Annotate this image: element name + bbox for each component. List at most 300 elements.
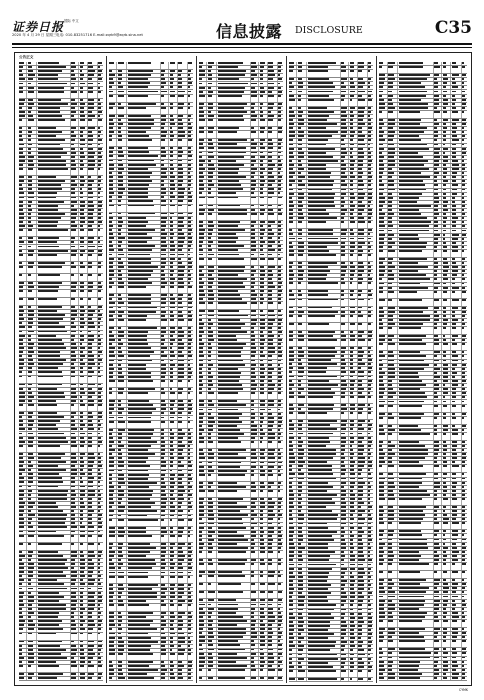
table-cell — [79, 144, 87, 147]
table-cell — [27, 608, 37, 611]
cell-text — [268, 302, 272, 304]
table-cell — [98, 119, 103, 126]
cell-text — [161, 294, 167, 296]
cell-text — [161, 131, 167, 133]
table-cell — [127, 571, 161, 574]
table-cell — [178, 474, 188, 477]
cell-text — [98, 91, 101, 93]
cell-text — [118, 319, 125, 321]
cell-text — [188, 543, 191, 545]
cell-text — [161, 506, 166, 508]
cell-text — [118, 555, 123, 557]
table-cell — [27, 103, 37, 106]
cell-text — [128, 547, 156, 549]
table-cell — [79, 290, 87, 297]
cell-text — [88, 310, 95, 312]
table-cell — [79, 229, 87, 236]
table-cell — [88, 486, 98, 489]
table-cell — [199, 278, 207, 281]
cell-text — [28, 254, 33, 256]
table-cell — [79, 66, 87, 69]
cell-text — [80, 355, 86, 357]
cell-text — [278, 74, 280, 76]
cell-text — [188, 184, 191, 186]
cell-text — [208, 258, 212, 260]
cell-text — [128, 441, 157, 443]
cell-text — [170, 494, 174, 496]
cell-text — [88, 156, 94, 158]
cell-text — [19, 522, 23, 524]
cell-text — [38, 99, 62, 101]
table-cell — [161, 641, 169, 644]
table-cell — [251, 197, 259, 204]
cell-text — [161, 192, 165, 194]
table-cell — [188, 155, 193, 158]
table-cell — [27, 310, 37, 313]
cell-text — [19, 608, 21, 610]
table-cell — [217, 253, 251, 256]
table-cell — [37, 392, 71, 395]
table-cell — [188, 449, 193, 452]
table-cell — [27, 579, 37, 582]
cell-text — [38, 290, 59, 292]
table-cell — [71, 148, 79, 151]
table-cell — [117, 478, 127, 481]
cell-text — [109, 408, 114, 410]
cell-text — [38, 494, 67, 496]
cell-text — [88, 70, 95, 72]
table-cell — [79, 633, 87, 640]
masthead-rule-thick — [12, 43, 472, 45]
table-cell — [117, 441, 127, 444]
table-cell — [188, 196, 193, 199]
cell-text — [128, 392, 149, 394]
cell-text — [38, 628, 63, 630]
cell-text — [170, 372, 173, 374]
cell-text — [178, 155, 182, 157]
table-cell — [79, 335, 87, 338]
cell-text — [161, 335, 163, 337]
table-cell — [71, 441, 79, 444]
cell-text — [38, 282, 62, 284]
cell-text — [128, 180, 152, 182]
table-cell — [217, 274, 251, 277]
table-cell — [37, 592, 71, 595]
table-cell — [207, 245, 217, 248]
cell-text — [80, 192, 83, 194]
table-cell — [161, 555, 169, 558]
table-cell — [178, 241, 188, 244]
table-cell — [278, 147, 283, 150]
table-cell — [268, 197, 278, 204]
cell-text — [251, 254, 254, 256]
table-cell — [37, 473, 71, 476]
table-cell — [109, 131, 117, 134]
cell-text — [161, 270, 164, 272]
table-cell — [199, 302, 207, 309]
cell-text — [118, 245, 121, 247]
cell-text — [268, 160, 271, 162]
table-row — [19, 633, 103, 641]
cell-text — [98, 246, 101, 248]
cell-text — [128, 567, 152, 569]
table-cell — [127, 139, 161, 146]
cell-text — [188, 392, 190, 394]
cell-text — [38, 250, 69, 252]
cell-text — [71, 445, 76, 447]
cell-text — [268, 111, 271, 113]
table-cell — [109, 559, 117, 562]
cell-text — [178, 584, 184, 586]
cell-text — [161, 600, 164, 602]
cell-text — [28, 620, 33, 622]
cell-text — [170, 266, 173, 268]
cell-text — [88, 347, 92, 349]
cell-text — [161, 274, 164, 276]
table-cell — [88, 490, 98, 493]
table-cell — [27, 612, 37, 615]
table-cell — [207, 286, 217, 289]
table-cell — [178, 543, 188, 546]
cell-text — [88, 543, 94, 545]
cell-text — [109, 360, 114, 362]
cell-text — [28, 266, 33, 268]
cell-text — [178, 478, 182, 480]
cell-text — [19, 506, 24, 508]
table-cell — [109, 302, 117, 305]
cell-text — [161, 327, 165, 329]
cell-text — [251, 270, 256, 272]
cell-text — [178, 498, 183, 500]
cell-text — [128, 576, 148, 578]
cell-text — [28, 392, 32, 394]
table-cell — [117, 628, 127, 631]
cell-text — [178, 131, 185, 133]
cell-text — [188, 465, 192, 467]
table-cell — [37, 111, 71, 114]
table-cell — [278, 282, 283, 285]
cell-text — [19, 661, 22, 663]
cell-text — [109, 368, 114, 370]
table-cell — [27, 416, 37, 419]
table-cell — [88, 563, 98, 566]
cell-text — [128, 91, 158, 93]
table-cell — [178, 506, 188, 509]
table-cell — [217, 294, 251, 297]
table-cell — [19, 282, 27, 285]
table-cell — [169, 628, 177, 631]
cell-text — [251, 278, 255, 280]
table-cell — [109, 331, 117, 334]
cell-text — [71, 156, 75, 158]
cell-text — [260, 115, 263, 117]
table-cell — [27, 653, 37, 656]
cell-text — [71, 620, 74, 622]
cell-text — [88, 400, 94, 402]
cell-text — [80, 266, 85, 268]
table-cell — [71, 74, 79, 77]
table-cell — [88, 424, 98, 427]
table-cell — [127, 388, 161, 391]
table-cell — [19, 400, 27, 403]
cell-text — [71, 522, 75, 524]
cell-text — [278, 107, 281, 109]
table-cell — [88, 355, 98, 358]
table-cell — [98, 139, 103, 142]
table-cell — [178, 245, 188, 248]
table-cell — [178, 270, 188, 273]
cell-text — [208, 270, 214, 272]
table-cell — [98, 111, 103, 114]
cell-text — [118, 421, 125, 423]
cell-text — [188, 123, 191, 125]
cell-text — [161, 653, 166, 655]
cell-text — [268, 221, 274, 223]
table-cell — [188, 343, 193, 346]
column-divider — [196, 56, 197, 683]
table-cell — [178, 274, 188, 277]
table-cell — [88, 139, 98, 142]
cell-text — [161, 123, 165, 125]
table-cell — [207, 62, 217, 65]
table-cell — [188, 180, 193, 183]
table-cell — [268, 213, 278, 220]
cell-text — [71, 653, 76, 655]
cell-text — [88, 596, 94, 598]
cell-text — [128, 490, 153, 492]
cell-text — [98, 310, 100, 312]
cell-text — [161, 151, 166, 153]
cell-text — [80, 282, 85, 284]
table-cell — [169, 624, 177, 627]
cell-text — [19, 156, 25, 158]
cell-text — [80, 490, 86, 492]
cell-text — [109, 155, 113, 157]
cell-text — [28, 649, 33, 651]
cell-text — [19, 392, 24, 394]
cell-text — [88, 184, 91, 186]
table-cell — [178, 135, 188, 138]
cell-text — [88, 376, 91, 378]
table-cell — [278, 87, 283, 90]
cell-text — [188, 319, 192, 321]
table-cell — [117, 449, 127, 452]
cell-text — [19, 567, 24, 569]
cell-text — [178, 453, 182, 455]
cell-text — [199, 127, 204, 129]
table-cell — [98, 620, 103, 623]
table-cell — [98, 107, 103, 110]
cell-text — [38, 70, 62, 72]
table-cell — [161, 474, 169, 477]
cell-text — [170, 628, 174, 630]
table-cell — [207, 87, 217, 90]
table-cell — [169, 298, 177, 301]
table-cell — [178, 559, 188, 562]
table-cell — [98, 99, 103, 102]
table-cell — [169, 400, 177, 403]
table-cell — [188, 620, 193, 623]
cell-text — [88, 633, 91, 635]
table-cell — [161, 429, 169, 432]
cell-text — [199, 111, 204, 113]
cell-text — [28, 531, 35, 533]
cell-text — [260, 282, 264, 284]
table-cell — [88, 624, 98, 627]
cell-text — [199, 176, 203, 178]
cell-text — [19, 66, 23, 68]
table-cell — [19, 604, 27, 607]
cell-text — [161, 245, 166, 247]
table-cell — [109, 457, 117, 460]
cell-text — [118, 339, 122, 341]
table-cell — [19, 645, 27, 648]
table-cell — [79, 310, 87, 313]
cell-text — [161, 221, 165, 223]
cell-text — [199, 70, 205, 72]
table-cell — [278, 172, 283, 175]
table-cell — [188, 135, 193, 138]
cell-text — [161, 661, 164, 663]
table-cell — [109, 669, 117, 672]
table-cell — [88, 571, 98, 574]
table-cell — [109, 584, 117, 587]
cell-text — [19, 91, 23, 93]
cell-text — [109, 315, 113, 317]
cell-text — [161, 200, 165, 202]
cell-text — [170, 147, 173, 149]
cell-text — [19, 78, 25, 80]
cell-text — [161, 127, 164, 129]
table-cell — [109, 449, 117, 452]
cell-text — [178, 123, 183, 125]
table-cell — [109, 294, 117, 297]
table-cell — [188, 221, 193, 224]
table-cell — [199, 270, 207, 273]
cell-text — [218, 107, 244, 109]
table-cell — [188, 441, 193, 444]
table-cell — [71, 461, 79, 464]
cell-text — [188, 400, 191, 402]
cell-text — [170, 217, 173, 219]
cell-text — [28, 416, 32, 418]
table-cell — [117, 649, 127, 652]
table-cell — [109, 421, 117, 428]
cell-text — [278, 245, 280, 247]
table-cell — [161, 649, 169, 652]
cell-text — [71, 74, 75, 76]
table-cell — [127, 237, 161, 240]
cell-text — [118, 604, 124, 606]
cell-text — [178, 433, 185, 435]
cell-text — [178, 233, 184, 235]
cell-text — [38, 335, 56, 337]
cell-text — [19, 217, 23, 219]
table-cell — [178, 592, 188, 595]
cell-text — [161, 351, 164, 353]
cell-text — [98, 318, 101, 320]
cell-text — [278, 115, 281, 117]
cell-text — [71, 665, 77, 667]
table-cell — [27, 620, 37, 623]
cell-text — [260, 156, 265, 158]
cell-text — [28, 453, 34, 455]
cell-text — [98, 62, 101, 64]
table-cell — [88, 209, 98, 212]
cell-text — [178, 364, 184, 366]
cell-text — [19, 510, 23, 512]
cell-text — [128, 192, 148, 194]
table-cell — [79, 559, 87, 562]
table-cell — [161, 262, 169, 265]
table-cell — [199, 249, 207, 252]
table-cell — [109, 78, 117, 81]
cell-text — [170, 135, 174, 137]
table-cell — [259, 184, 267, 187]
cell-text — [268, 290, 272, 292]
cell-text — [208, 245, 212, 247]
cell-text — [98, 653, 100, 655]
cell-text — [161, 417, 163, 419]
cell-text — [208, 294, 214, 296]
cell-text — [19, 424, 22, 426]
cell-text — [178, 388, 183, 390]
cell-text — [88, 176, 91, 178]
table-cell — [109, 127, 117, 130]
cell-text — [118, 233, 121, 235]
table-cell — [278, 107, 283, 110]
table-cell — [37, 298, 71, 305]
cell-text — [188, 482, 190, 484]
cell-text — [38, 416, 64, 418]
table-cell — [79, 282, 87, 285]
cell-text — [98, 384, 101, 386]
cell-text — [88, 469, 92, 471]
cell-text — [118, 673, 123, 675]
table-cell — [88, 661, 98, 664]
table-cell — [268, 245, 278, 248]
table-cell — [88, 180, 98, 183]
table-cell — [259, 82, 267, 85]
table-cell — [79, 592, 87, 595]
table-cell — [98, 396, 103, 399]
table-cell — [169, 392, 177, 399]
cell-text — [98, 127, 100, 129]
table-cell — [79, 245, 87, 248]
cell-text — [28, 428, 32, 430]
table-cell — [117, 151, 127, 154]
table-cell — [19, 424, 27, 427]
cell-text — [28, 326, 32, 328]
table-cell — [71, 107, 79, 110]
cell-text — [218, 62, 243, 64]
cell-text — [109, 502, 113, 504]
table-cell — [79, 661, 87, 664]
table-cell — [188, 380, 193, 387]
table-cell — [79, 135, 87, 138]
cell-text — [170, 588, 174, 590]
cell-text — [38, 604, 66, 606]
table-cell — [109, 633, 117, 636]
cell-text — [268, 66, 273, 68]
cell-text — [19, 205, 23, 207]
cell-text — [98, 213, 100, 215]
table-cell — [199, 91, 207, 94]
table-cell — [27, 616, 37, 619]
cell-text — [178, 633, 183, 635]
cell-text — [80, 551, 84, 553]
table-cell — [278, 245, 283, 248]
